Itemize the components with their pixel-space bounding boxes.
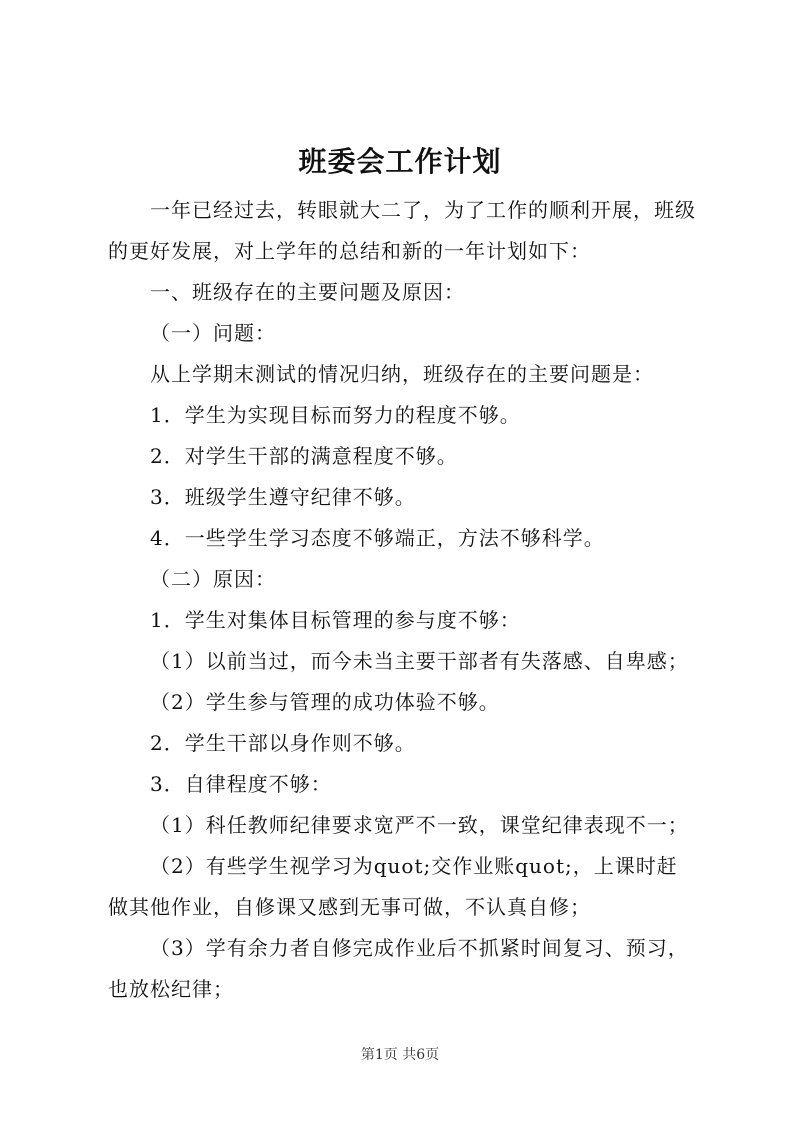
document-title: 班委会工作计划 <box>298 145 502 178</box>
paragraph-line: 也放松纪律； <box>108 977 234 1001</box>
page-number-footer: 第1页 共6页 <box>360 1047 440 1063</box>
paragraph-line: 从上学期末测试的情况归纳，班级存在的主要问题是： <box>150 362 654 386</box>
list-item: 2．对学生干部的满意程度不够。 <box>150 444 458 468</box>
paragraph-line: 的更好发展，对上学年的总结和新的一年计划如下： <box>108 239 591 263</box>
list-item: 3．班级学生遵守纪律不够。 <box>150 485 416 509</box>
subsection-heading: （一）问题： <box>150 321 276 345</box>
list-item: 1．学生为实现目标而努力的程度不够。 <box>150 403 521 427</box>
list-item: 1．学生对集体目标管理的参与度不够： <box>150 608 521 632</box>
subsection-heading: （二）原因： <box>150 567 276 591</box>
list-item: （3）学有余力者自修完成作业后不抓紧时间复习、预习， <box>150 936 689 960</box>
paragraph-line: 做其他作业，自修课又感到无事可做，不认真自修； <box>108 895 591 919</box>
list-item: （2）学生参与管理的成功体验不够。 <box>150 690 500 714</box>
list-item: 2．学生干部以身作则不够。 <box>150 731 416 755</box>
list-item: （2）有些学生视学习为quot;交作业账quot;，上课时赶 <box>150 854 678 878</box>
list-item: 3．自律程度不够： <box>150 772 332 796</box>
list-item: （1）科任教师纪律要求宽严不一致，课堂纪律表现不一； <box>150 813 689 837</box>
list-item: 4．一些学生学习态度不够端正，方法不够科学。 <box>150 526 605 550</box>
paragraph-line: 一年已经过去，转眼就大二了，为了工作的顺利开展，班级 <box>150 198 696 222</box>
section-heading: 一、班级存在的主要问题及原因： <box>150 280 465 304</box>
list-item: （1）以前当过，而今未当主要干部者有失落感、自卑感； <box>150 649 689 673</box>
